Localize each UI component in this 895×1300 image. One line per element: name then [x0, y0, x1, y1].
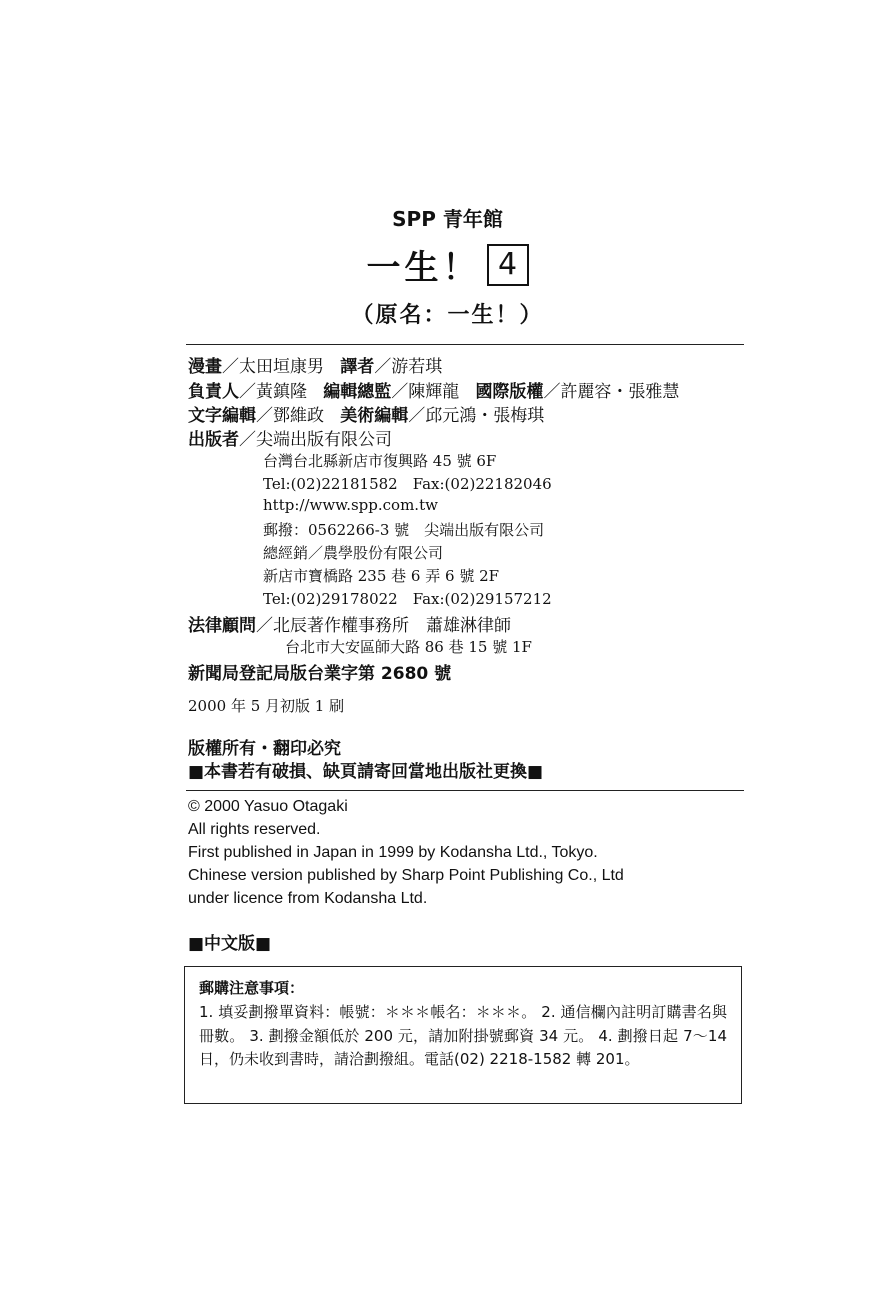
- title-block: [0, 240, 895, 289]
- divider-top: [186, 344, 744, 345]
- credit-label: 譯者: [340, 357, 375, 377]
- publisher-name: 尖端出版有限公司: [256, 430, 392, 450]
- edition-info: 2000 年 5 月初版 1 刷: [188, 697, 345, 715]
- copyright-line: First published in Japan in 1999 by Kodansha Ltd., Tokyo.: [188, 844, 598, 861]
- copyright-line: under licence from Kodansha Ltd.: [188, 890, 428, 907]
- credit-value: 陳輝龍: [408, 382, 460, 402]
- legal-value: 北辰著作權事務所 蕭雄淋律師: [273, 616, 511, 636]
- credit-sep: ／: [256, 616, 273, 636]
- credit-label: 法律顧問: [188, 616, 256, 636]
- credit-row-2: [188, 377, 679, 402]
- credit-sep: ／: [239, 382, 256, 402]
- credit-row-1: [188, 352, 442, 377]
- credit-sep: ／: [222, 357, 239, 377]
- book-title: 一生！: [366, 248, 481, 288]
- legal-address: 台北市大安區師大路 86 巷 15 號 1F: [285, 638, 532, 656]
- publisher-address: 台灣台北縣新店市復興路 45 號 6F: [263, 452, 497, 470]
- damage-notice: ■本書若有破損、缺頁請寄回當地出版社更換■: [188, 762, 544, 782]
- credit-label: 編輯總監: [323, 382, 392, 402]
- credit-row-3: [188, 401, 544, 426]
- copyright-line: All rights reserved.: [188, 821, 321, 838]
- mail-order-notice: [184, 966, 742, 1104]
- notice-body: 1. 填妥劃撥單資料：帳號：＊＊＊帳名：＊＊＊。 2. 通信欄內註明訂購書名與冊數。 3. 劃撥金額低於 200 元，請加附掛號郵資 34 元。 4. 劃撥日起 7～14 日，仍未收到書時，請洽劃撥組。電話(02) 2218-1582 轉 201。: [199, 1003, 727, 1068]
- credit-label: 美術編輯: [340, 406, 409, 426]
- notice-title: 郵購注意事項：: [199, 979, 305, 997]
- publisher-phone: Tel:(02)22181582 Fax:(02)22182046: [263, 475, 552, 493]
- credit-sep: ／: [391, 382, 409, 402]
- credit-value: 游若琪: [391, 357, 443, 377]
- distributor-phone: Tel:(02)29178022 Fax:(02)29157212: [263, 590, 552, 608]
- series-name: SPP 青年館: [392, 207, 503, 231]
- credit-sep: ／: [543, 382, 561, 402]
- copyright-line: Chinese version published by Sharp Point Publishing Co., Ltd: [188, 867, 624, 884]
- original-title: （原名：一生！）: [351, 303, 544, 328]
- credit-sep: ／: [239, 430, 256, 450]
- credit-sep: ／: [256, 406, 273, 426]
- distributor: 總經銷／農學股份有限公司: [263, 544, 444, 562]
- credit-sep: ／: [374, 357, 392, 377]
- credit-label: 漫畫: [188, 357, 222, 377]
- rights-reserved: 版權所有・翻印必究: [188, 739, 341, 759]
- credit-label: 負責人: [188, 382, 239, 402]
- postal-account: 郵撥：0562266-3 號 尖端出版有限公司: [263, 521, 545, 539]
- publisher-row: [188, 425, 392, 450]
- credit-value: 邱元鴻・張梅琪: [425, 406, 545, 426]
- volume-number: 4: [487, 244, 529, 286]
- publisher-website: http://www.spp.com.tw: [263, 496, 438, 514]
- credit-value: 太田垣康男: [239, 357, 324, 377]
- legal-row: [188, 611, 511, 636]
- registration-number: 新聞局登記局版台業字第 2680 號: [188, 664, 452, 684]
- credit-label: 國際版權: [475, 382, 544, 402]
- credit-value: 許麗容・張雅慧: [560, 382, 680, 402]
- credit-label: 出版者: [188, 430, 239, 450]
- credit-label: 文字編輯: [188, 406, 256, 426]
- credit-value: 黃鎮隆: [256, 382, 307, 402]
- distributor-address: 新店市寶橋路 235 巷 6 弄 6 號 2F: [263, 567, 500, 585]
- divider-bottom: [186, 790, 744, 791]
- chinese-edition-label: ■中文版■: [188, 934, 272, 954]
- copyright-line: © 2000 Yasuo Otagaki: [188, 798, 348, 815]
- credit-sep: ／: [408, 406, 426, 426]
- credit-value: 鄧維政: [273, 406, 324, 426]
